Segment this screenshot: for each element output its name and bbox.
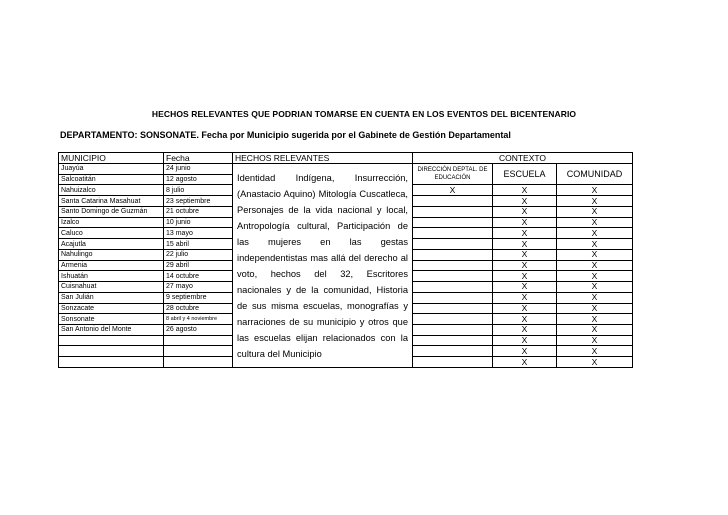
comunidad-mark: X [557, 314, 633, 325]
direccion-mark [413, 239, 493, 250]
comunidad-mark: X [557, 228, 633, 239]
hechos-relevantes-text: Identidad Indígena, Insurrección, (Anastacio Aquino) Mitología Cuscatleca, Personajes de la vida nacional y local, Antropología cultural, Participación de las mujeres en las gestas independentistas mas allá del derecho al voto, hechos del 32, Escritores nacionales y de la comunidad, Historia de sus misma escuelas, monografías y narraciones de su municipio y otros que las escuelas elijan relacionados con la cultura del Municipio [233, 164, 413, 368]
escuela-mark: X [493, 239, 557, 250]
municipio-cell: Ishuatán [59, 271, 164, 282]
escuela-mark: X [493, 357, 557, 368]
direccion-mark [413, 249, 493, 260]
escuela-mark: X [493, 206, 557, 217]
comunidad-mark: X [557, 196, 633, 207]
direccion-mark [413, 260, 493, 271]
municipio-cell: Acajutla [59, 239, 164, 250]
municipio-cell: Salcoatitán [59, 174, 164, 185]
comunidad-mark: X [557, 217, 633, 228]
header-hechos: HECHOS RELEVANTES [233, 153, 413, 164]
header-fecha: Fecha [164, 153, 233, 164]
direccion-mark [413, 335, 493, 346]
direccion-mark [413, 314, 493, 325]
municipio-cell: Cuisnahuat [59, 282, 164, 293]
subheader-comunidad: COMUNIDAD [557, 164, 633, 185]
comunidad-mark: X [557, 249, 633, 260]
fecha-cell-empty [164, 346, 233, 357]
fecha-cell: 28 octubre [164, 303, 233, 314]
department-subtitle: DEPARTAMENTO: SONSONATE. Fecha por Municipio sugerida por el Gabinete de Gestión Departamental [60, 130, 511, 140]
escuela-mark: X [493, 249, 557, 260]
comunidad-mark: X [557, 335, 633, 346]
fecha-cell: 23 septiembre [164, 196, 233, 207]
comunidad-mark: X [557, 271, 633, 282]
escuela-mark: X [493, 185, 557, 196]
municipio-cell: Armenia [59, 260, 164, 271]
direccion-mark: X [413, 185, 493, 196]
comunidad-mark: X [557, 239, 633, 250]
municipio-cell: Sonzacate [59, 303, 164, 314]
fecha-cell: 26 agosto [164, 325, 233, 336]
municipio-cell: Izalco [59, 217, 164, 228]
municipio-cell-empty [59, 346, 164, 357]
municipio-cell: Juayúa [59, 164, 164, 175]
comunidad-mark: X [557, 206, 633, 217]
escuela-mark: X [493, 346, 557, 357]
direccion-mark [413, 206, 493, 217]
header-contexto: CONTEXTO [413, 153, 633, 164]
municipio-cell: Nahulingo [59, 249, 164, 260]
escuela-mark: X [493, 335, 557, 346]
table-row [59, 164, 633, 175]
direccion-mark [413, 325, 493, 336]
municipio-cell-empty [59, 335, 164, 346]
direccion-mark [413, 196, 493, 207]
comunidad-mark: X [557, 357, 633, 368]
municipio-cell: Caluco [59, 228, 164, 239]
comunidad-mark: X [557, 325, 633, 336]
fecha-cell-empty [164, 357, 233, 368]
direccion-mark [413, 303, 493, 314]
comunidad-mark: X [557, 260, 633, 271]
escuela-mark: X [493, 196, 557, 207]
escuela-mark: X [493, 271, 557, 282]
subheader-escuela: ESCUELA [493, 164, 557, 185]
fecha-cell-empty [164, 335, 233, 346]
municipio-cell-empty [59, 357, 164, 368]
fecha-cell: 27 mayo [164, 282, 233, 293]
direccion-mark [413, 271, 493, 282]
escuela-mark: X [493, 303, 557, 314]
escuela-mark: X [493, 292, 557, 303]
escuela-mark: X [493, 282, 557, 293]
direccion-mark [413, 228, 493, 239]
municipio-cell: Santa Catarina Masahuat [59, 196, 164, 207]
escuela-mark: X [493, 325, 557, 336]
escuela-mark: X [493, 217, 557, 228]
municipio-cell: Sonsonate [59, 314, 164, 325]
fecha-cell: 29 abril [164, 260, 233, 271]
municipio-cell: Santo Domingo de Guzmán [59, 206, 164, 217]
events-table [58, 152, 633, 368]
header-municipio: MUNICIPIO [59, 153, 164, 164]
subheader-direccion: DIRECCIÓN DEPTAL. DE EDUCACIÓN [413, 164, 493, 185]
fecha-cell: 24 junio [164, 164, 233, 175]
fecha-cell: 21 octubre [164, 206, 233, 217]
fecha-cell: 22 julio [164, 249, 233, 260]
direccion-mark [413, 292, 493, 303]
fecha-cell: 9 septiembre [164, 292, 233, 303]
direccion-mark [413, 282, 493, 293]
direccion-mark [413, 357, 493, 368]
comunidad-mark: X [557, 303, 633, 314]
fecha-cell: 13 mayo [164, 228, 233, 239]
fecha-cell: 8 abril y 4 noviembre [164, 314, 233, 325]
comunidad-mark: X [557, 346, 633, 357]
municipio-cell: Nahuizalco [59, 185, 164, 196]
table-header-row [59, 153, 633, 164]
escuela-mark: X [493, 260, 557, 271]
direccion-mark [413, 346, 493, 357]
comunidad-mark: X [557, 185, 633, 196]
fecha-cell: 12 agosto [164, 174, 233, 185]
fecha-cell: 10 junio [164, 217, 233, 228]
comunidad-mark: X [557, 292, 633, 303]
escuela-mark: X [493, 228, 557, 239]
direccion-mark [413, 217, 493, 228]
comunidad-mark: X [557, 282, 633, 293]
municipio-cell: San Antonio del Monte [59, 325, 164, 336]
fecha-cell: 8 julio [164, 185, 233, 196]
fecha-cell: 14 octubre [164, 271, 233, 282]
municipio-cell: San Julián [59, 292, 164, 303]
fecha-cell: 15 abril [164, 239, 233, 250]
page-title: HECHOS RELEVANTES QUE PODRIAN TOMARSE EN CUENTA EN LOS EVENTOS DEL BICENTENARIO [151, 109, 577, 119]
escuela-mark: X [493, 314, 557, 325]
